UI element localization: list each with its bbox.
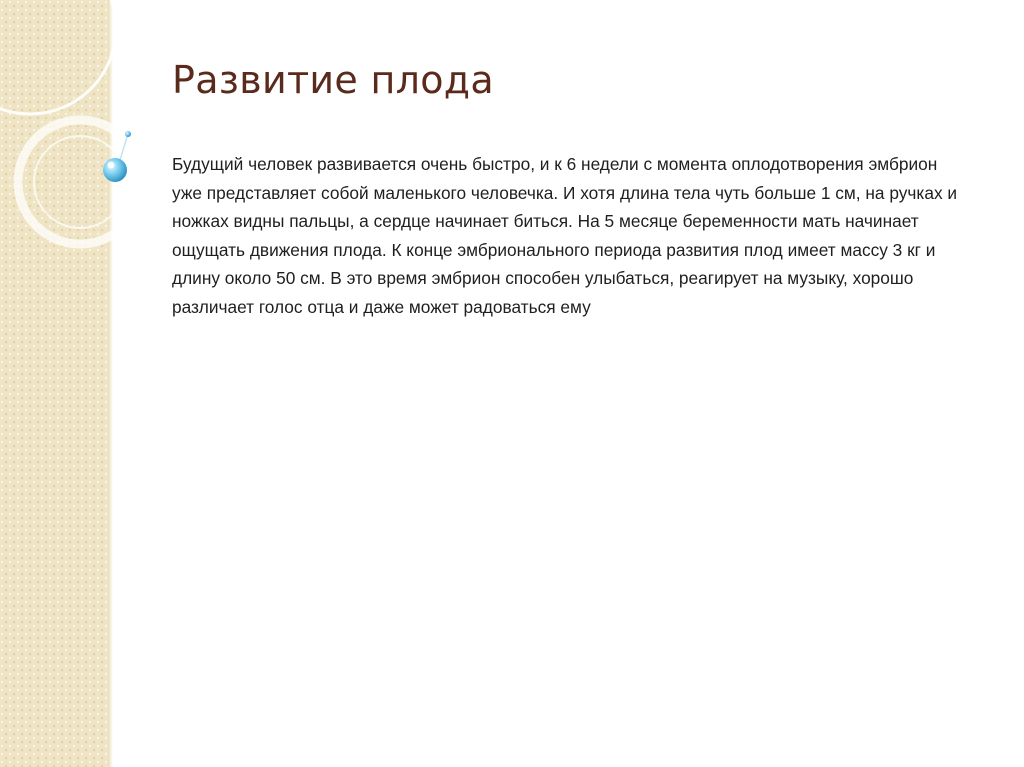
- decorative-ring-inner: [34, 136, 126, 228]
- bead-small: [125, 131, 131, 137]
- slide-title: Развитие плода: [172, 58, 494, 102]
- decorative-ring-large: [0, 0, 116, 114]
- bead-icon: [103, 158, 127, 182]
- slide-body-text: Будущий человек развивается очень быстро, и к 6 недели с момента оплодотворения эмбрион уже представляет собой маленького человечка. И хотя длина тела чуть больше 1 см, на ручках и ножках видны пальцы, а сердце начинает биться. На 5 месяце беременности мать начинает ощущать движения плода. К конце эмбрионального периода развития плод имеет массу 3 кг и длину около 50 см. В это время эмбрион способен улыбаться, реагирует на музыку, хорошо различает голос отца и даже может радоваться ему: [172, 154, 958, 317]
- decorative-ring-medium: [18, 120, 142, 244]
